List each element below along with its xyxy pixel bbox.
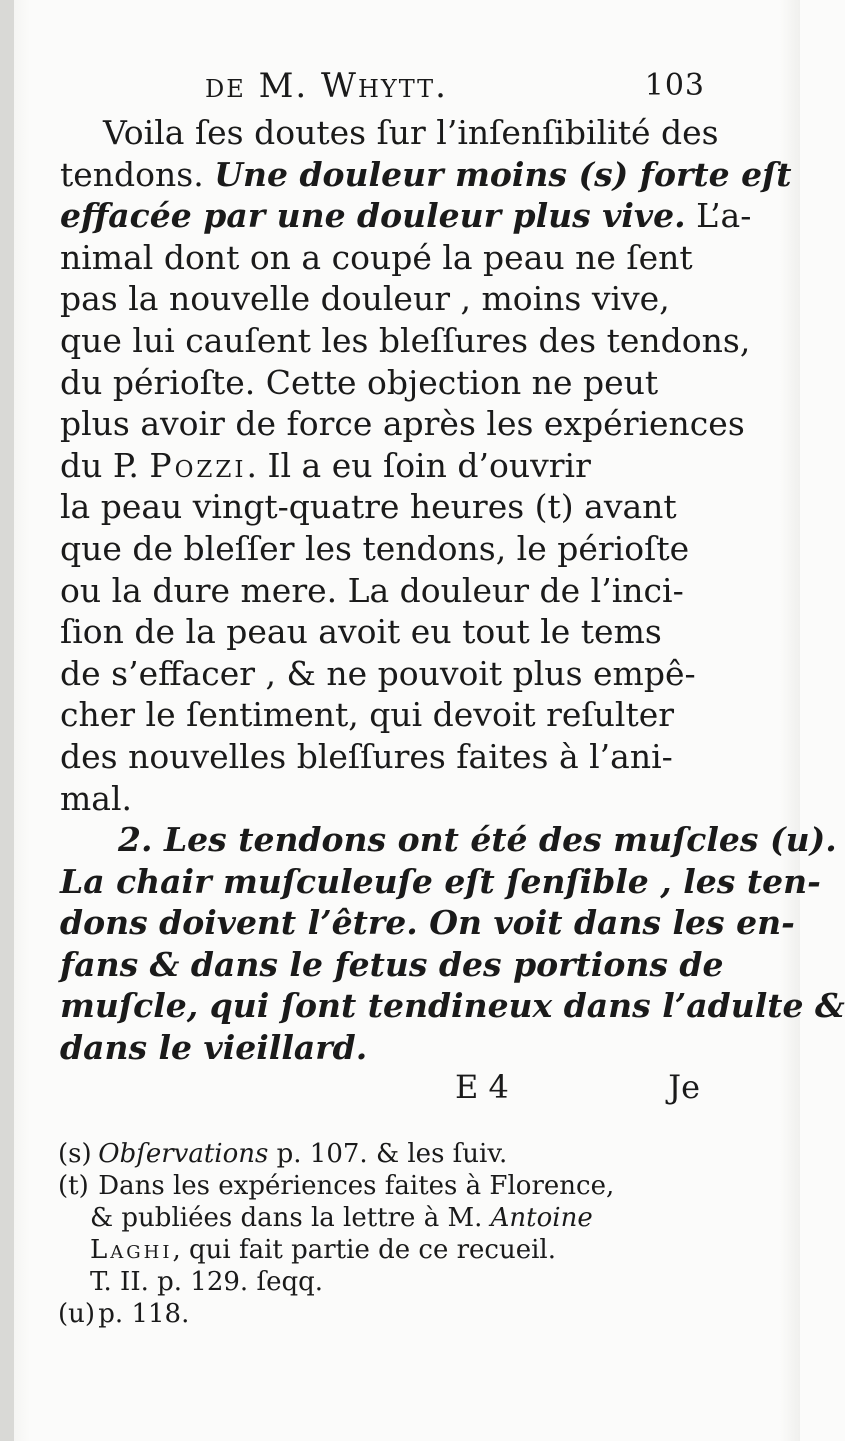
text-line: muſcle, qui ſont tendineux dans l’adulte & — [60, 986, 845, 1026]
footnote-t-cont: & publiées dans la lettre à M. Antoine — [90, 1203, 593, 1233]
footnote-u: (u) p. 118. — [58, 1299, 190, 1329]
text-line: des nouvelles bleſſures faites à l’ani- — [60, 736, 673, 776]
footnote-key: (s) — [58, 1139, 92, 1169]
text-line: effacée par une douleur plus vive. L’a- — [60, 196, 752, 236]
text-line: pas la nouvelle douleur , moins vive, — [60, 279, 670, 319]
text-line: ou la dure mere. La douleur de l’inci- — [60, 570, 684, 610]
running-title: de M. Whytt. — [205, 66, 448, 106]
catchword: Je — [668, 1068, 700, 1106]
footnote-t: (t) Dans les expériences faites à Florence, — [58, 1171, 615, 1201]
text-line: fans & dans le fetus des portions de — [60, 944, 724, 984]
running-head — [205, 66, 705, 112]
text-line: dans le vieillard. — [60, 1028, 368, 1068]
text-line: de s’effacer , & ne pouvoit plus empê- — [60, 653, 696, 693]
text-line: La chair muſculeuſe eſt ſenſible , les ten- — [60, 861, 821, 901]
footnotes — [58, 1138, 708, 1330]
footnote-key: (u) — [58, 1299, 96, 1329]
signature-mark: E 4 — [455, 1068, 509, 1106]
footnote-t-cont: Laghi, qui fait partie de ce recueil. — [90, 1235, 557, 1265]
footnote-t-cont: T. II. p. 129. ſeqq. — [90, 1267, 324, 1297]
page-number: 103 — [644, 68, 705, 103]
text-line: dons doivent l’être. On voit dans les en- — [60, 903, 795, 943]
text-line: du périoſte. Cette objection ne peut — [60, 362, 659, 402]
text-line: que lui cauſent les bleſſures des tendons, — [60, 320, 751, 360]
signature-line — [60, 1068, 700, 1114]
footnote-s: (s) Obſervations p. 107. & les ſuiv. — [58, 1139, 508, 1169]
text-line: plus avoir de force après les expériences — [60, 404, 745, 444]
footnote-key: (t) — [58, 1171, 89, 1201]
body-text — [60, 112, 845, 1069]
text-line: que de bleſſer les tendons, le périoſte — [60, 528, 690, 568]
text-line: ſion de la peau avoit eu tout le tems — [60, 612, 662, 652]
text-line: cher le ſentiment, qui devoit reſulter — [60, 695, 675, 735]
text-line: tendons. Une douleur moins (s) forte eſt — [60, 154, 792, 194]
text-line: Voila ſes doutes ſur l’inſenſibilité des — [103, 113, 719, 152]
text-line: la peau vingt-quatre heures (t) avant — [60, 487, 677, 527]
text-line: 2. Les tendons ont été des muſcles (u). — [118, 820, 837, 860]
text-line: mal. — [60, 778, 133, 818]
text-line: nimal dont on a coupé la peau ne ſent — [60, 237, 693, 277]
page-edge-shadow — [0, 0, 14, 1441]
text-line: du P. Pozzi. Il a eu ſoin d’ouvrir — [60, 445, 591, 485]
